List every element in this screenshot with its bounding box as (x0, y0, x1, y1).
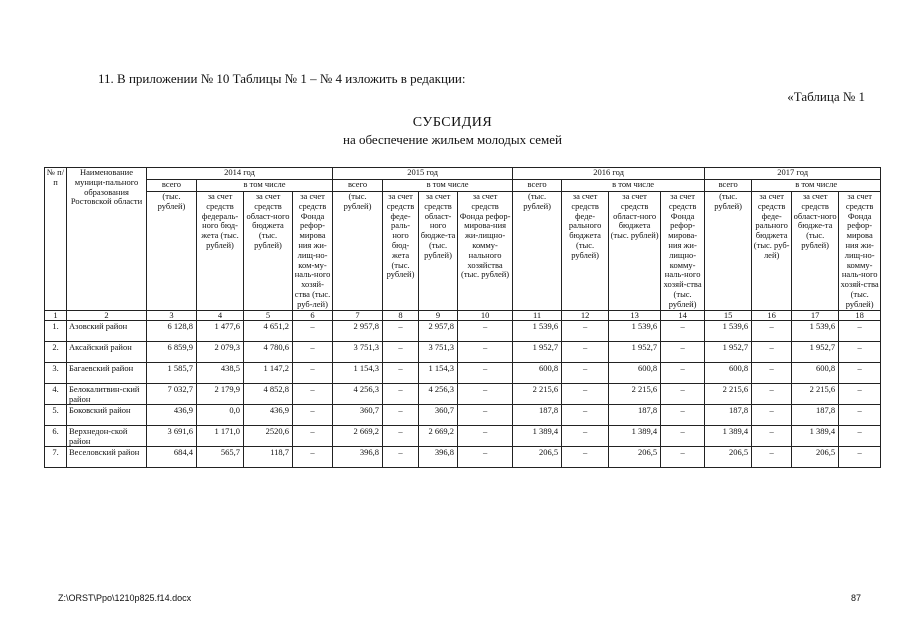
header-col-17: за счет средств област-ного бюдже-та (тыс. рублей) (792, 192, 839, 311)
header-num: № п/п (45, 168, 67, 311)
value-cell: – (383, 383, 419, 404)
value-cell: – (458, 362, 513, 383)
table-row (45, 362, 881, 383)
value-cell: – (752, 341, 792, 362)
value-cell: 2520,6 (244, 425, 293, 446)
column-number: 8 (383, 310, 419, 320)
table-row (45, 383, 881, 404)
value-cell: 2 669,2 (333, 425, 383, 446)
document-title: СУБСИДИЯ (412, 115, 493, 130)
municipality-name: Боковский район (67, 404, 147, 425)
value-cell: 3 751,3 (419, 341, 458, 362)
value-cell: 4 852,8 (244, 383, 293, 404)
value-cell: 436,9 (244, 404, 293, 425)
header-sub-row (45, 180, 881, 192)
row-number: 5. (45, 404, 67, 425)
header-col-13: за счет средств област-ного бюджета (тыс. рублей) (609, 192, 661, 311)
value-cell: – (661, 383, 705, 404)
header-total-unit: (тыс. рублей) (333, 192, 383, 311)
value-cell: – (458, 425, 513, 446)
header-name: Наименование муници-пального образования Ростовской области (67, 168, 147, 311)
header-total: всего (513, 180, 562, 192)
value-cell: – (562, 425, 609, 446)
value-cell: 206,5 (609, 446, 661, 467)
municipality-name: Аксайский район (67, 341, 147, 362)
value-cell: 1 539,6 (609, 320, 661, 341)
value-cell: – (661, 425, 705, 446)
header-col-14: за счет средств Фонда рефор-мирова-ния жи-лищно-комму-наль-ного хозяй-ства (тыс. рублей) (661, 192, 705, 311)
row-number: 1. (45, 320, 67, 341)
table-row (45, 404, 881, 425)
document-subtitle: на обеспечение жильем молодых семей (343, 132, 562, 147)
row-number: 2. (45, 341, 67, 362)
value-cell: – (562, 341, 609, 362)
value-cell: – (293, 383, 333, 404)
header-detail-row (45, 192, 881, 311)
value-cell: 187,8 (513, 404, 562, 425)
row-number: 7. (45, 446, 67, 467)
column-number: 12 (562, 310, 609, 320)
value-cell: – (661, 404, 705, 425)
page-number: 87 (850, 593, 861, 603)
header-col-16: за счет средств феде-рального бюджета (тыс. руб-лей) (752, 192, 792, 311)
value-cell: 2 079,3 (197, 341, 244, 362)
column-number: 15 (705, 310, 752, 320)
column-number: 9 (419, 310, 458, 320)
municipality-name: Белокалитвин-ский район (67, 383, 147, 404)
value-cell: – (562, 383, 609, 404)
column-number: 2 (67, 310, 147, 320)
header-col-10: за счет средств Фонда рефор-мирова-ния жи-лищно-комму-нального хозяйства (тыс. рублей) (458, 192, 513, 311)
value-cell: – (562, 320, 609, 341)
header-incl: в том числе (752, 180, 881, 192)
header-year: 2017 год (705, 168, 881, 180)
value-cell: – (293, 425, 333, 446)
value-cell: 2 957,8 (419, 320, 458, 341)
value-cell: – (562, 446, 609, 467)
column-number: 3 (147, 310, 197, 320)
value-cell: – (293, 341, 333, 362)
value-cell: 4 651,2 (244, 320, 293, 341)
municipality-name: Азовский район (67, 320, 147, 341)
row-number: 4. (45, 383, 67, 404)
value-cell: – (752, 320, 792, 341)
value-cell: 1 539,6 (792, 320, 839, 341)
intro-text: 11. В приложении № 10 Таблицы № 1 – № 4 изложить в редакции: (98, 71, 466, 86)
value-cell: 187,8 (705, 404, 752, 425)
value-cell: – (839, 341, 881, 362)
header-total-unit: (тыс. рублей) (513, 192, 562, 311)
value-cell: – (458, 341, 513, 362)
value-cell: 4 780,6 (244, 341, 293, 362)
table-row (45, 320, 881, 341)
value-cell: – (752, 383, 792, 404)
column-number: 14 (661, 310, 705, 320)
value-cell: 2 957,8 (333, 320, 383, 341)
header-col-9: за счет средств област-ного бюдже-та (тыс. рублей) (419, 192, 458, 311)
value-cell: – (293, 362, 333, 383)
value-cell: 1 389,4 (792, 425, 839, 446)
value-cell: 360,7 (419, 404, 458, 425)
value-cell: – (752, 425, 792, 446)
column-number: 1 (45, 310, 67, 320)
value-cell: – (839, 404, 881, 425)
value-cell: – (661, 341, 705, 362)
header-total: всего (147, 180, 197, 192)
value-cell: 118,7 (244, 446, 293, 467)
value-cell: 1 389,4 (513, 425, 562, 446)
value-cell: – (383, 425, 419, 446)
value-cell: – (383, 320, 419, 341)
value-cell: 4 256,3 (333, 383, 383, 404)
value-cell: – (458, 404, 513, 425)
header-col-5: за счет средств област-ного бюджета (тыс. рублей) (244, 192, 293, 311)
row-number: 3. (45, 362, 67, 383)
value-cell: 1 389,4 (705, 425, 752, 446)
value-cell: 600,8 (609, 362, 661, 383)
value-cell: 2 215,6 (609, 383, 661, 404)
value-cell: 2 215,6 (705, 383, 752, 404)
header-total-unit: (тыс. рублей) (147, 192, 197, 311)
value-cell: – (839, 362, 881, 383)
table-label: «Таблица № 1 (787, 89, 865, 104)
header-total: всего (705, 180, 752, 192)
column-number: 18 (839, 310, 881, 320)
value-cell: 1 952,7 (792, 341, 839, 362)
column-number: 6 (293, 310, 333, 320)
value-cell: 565,7 (197, 446, 244, 467)
header-incl: в том числе (383, 180, 513, 192)
value-cell: 360,7 (333, 404, 383, 425)
value-cell: – (383, 404, 419, 425)
value-cell: 187,8 (609, 404, 661, 425)
value-cell: 3 691,6 (147, 425, 197, 446)
value-cell: – (752, 362, 792, 383)
table-row (45, 446, 881, 467)
value-cell: 187,8 (792, 404, 839, 425)
header-year: 2015 год (333, 168, 513, 180)
municipality-name: Верхнедон-ской район (67, 425, 147, 446)
value-cell: – (752, 404, 792, 425)
header-total: всего (333, 180, 383, 192)
value-cell: 1 389,4 (609, 425, 661, 446)
value-cell: – (839, 425, 881, 446)
value-cell: 396,8 (333, 446, 383, 467)
value-cell: 2 179,9 (197, 383, 244, 404)
value-cell: – (839, 446, 881, 467)
header-year: 2014 год (147, 168, 333, 180)
footer-file-path: Z:\ORST\Ppo\1210p825.f14.docx (58, 593, 192, 603)
value-cell: – (458, 320, 513, 341)
table-body (45, 310, 881, 467)
column-number: 7 (333, 310, 383, 320)
municipality-name: Веселовский район (67, 446, 147, 467)
value-cell: 1 952,7 (705, 341, 752, 362)
value-cell: – (562, 362, 609, 383)
value-cell: 4 256,3 (419, 383, 458, 404)
value-cell: 1 539,6 (513, 320, 562, 341)
value-cell: 206,5 (792, 446, 839, 467)
value-cell: 1 171,0 (197, 425, 244, 446)
column-number: 4 (197, 310, 244, 320)
value-cell: 600,8 (792, 362, 839, 383)
value-cell: 2 669,2 (419, 425, 458, 446)
column-number: 10 (458, 310, 513, 320)
value-cell: 206,5 (705, 446, 752, 467)
header-col-18: за счет средств Фонда рефор-мирова ния жи-лищ-но-комму-наль-ного хозяй-ства (тыс. рублей) (839, 192, 881, 311)
value-cell: 684,4 (147, 446, 197, 467)
value-cell: 206,5 (513, 446, 562, 467)
header-year: 2016 год (513, 168, 705, 180)
value-cell: – (383, 446, 419, 467)
column-number: 11 (513, 310, 562, 320)
value-cell: 436,9 (147, 404, 197, 425)
value-cell: – (458, 446, 513, 467)
value-cell: 1 154,3 (333, 362, 383, 383)
value-cell: 1 952,7 (609, 341, 661, 362)
row-number: 6. (45, 425, 67, 446)
value-cell: – (562, 404, 609, 425)
column-number: 17 (792, 310, 839, 320)
value-cell: 600,8 (513, 362, 562, 383)
municipality-name: Багаевский район (67, 362, 147, 383)
value-cell: 2 215,6 (792, 383, 839, 404)
value-cell: 1 585,7 (147, 362, 197, 383)
value-cell: 438,5 (197, 362, 244, 383)
value-cell: – (293, 320, 333, 341)
value-cell: – (661, 320, 705, 341)
value-cell: – (839, 320, 881, 341)
value-cell: – (752, 446, 792, 467)
value-cell: 1 539,6 (705, 320, 752, 341)
value-cell: 6 859,9 (147, 341, 197, 362)
value-cell: – (293, 446, 333, 467)
value-cell: – (458, 383, 513, 404)
header-col-4: за счет средств федераль-ного бюд-жета (тыс. рублей) (197, 192, 244, 311)
value-cell: – (661, 446, 705, 467)
value-cell: – (661, 362, 705, 383)
value-cell: – (383, 362, 419, 383)
header-col-8: за счет средств феде-раль-ного бюд-жета (тыс. рублей) (383, 192, 419, 311)
value-cell: 396,8 (419, 446, 458, 467)
column-number: 13 (609, 310, 661, 320)
header-incl: в том числе (197, 180, 333, 192)
value-cell: 1 952,7 (513, 341, 562, 362)
value-cell: 2 215,6 (513, 383, 562, 404)
value-cell: 0,0 (197, 404, 244, 425)
header-col-12: за счет средств феде-рального бюджета (тыс. рублей) (562, 192, 609, 311)
value-cell: 7 032,7 (147, 383, 197, 404)
value-cell: – (293, 404, 333, 425)
value-cell: 6 128,8 (147, 320, 197, 341)
value-cell: 3 751,3 (333, 341, 383, 362)
value-cell: – (383, 341, 419, 362)
value-cell: 1 147,2 (244, 362, 293, 383)
header-total-unit: (тыс. рублей) (705, 192, 752, 311)
header-year-row (45, 168, 881, 180)
subsidy-table (44, 167, 881, 468)
header-incl: в том числе (562, 180, 705, 192)
value-cell: – (839, 383, 881, 404)
column-number-row (45, 310, 881, 320)
column-number: 5 (244, 310, 293, 320)
value-cell: 1 477,6 (197, 320, 244, 341)
table-row (45, 425, 881, 446)
value-cell: 600,8 (705, 362, 752, 383)
column-number: 16 (752, 310, 792, 320)
header-col-6: за счет средств Фонда рефор-мирова ния жи-лищ-но-ком-му-наль-ного хозяй-ства (тыс. руб-лей) (293, 192, 333, 311)
table-row (45, 341, 881, 362)
value-cell: 1 154,3 (419, 362, 458, 383)
